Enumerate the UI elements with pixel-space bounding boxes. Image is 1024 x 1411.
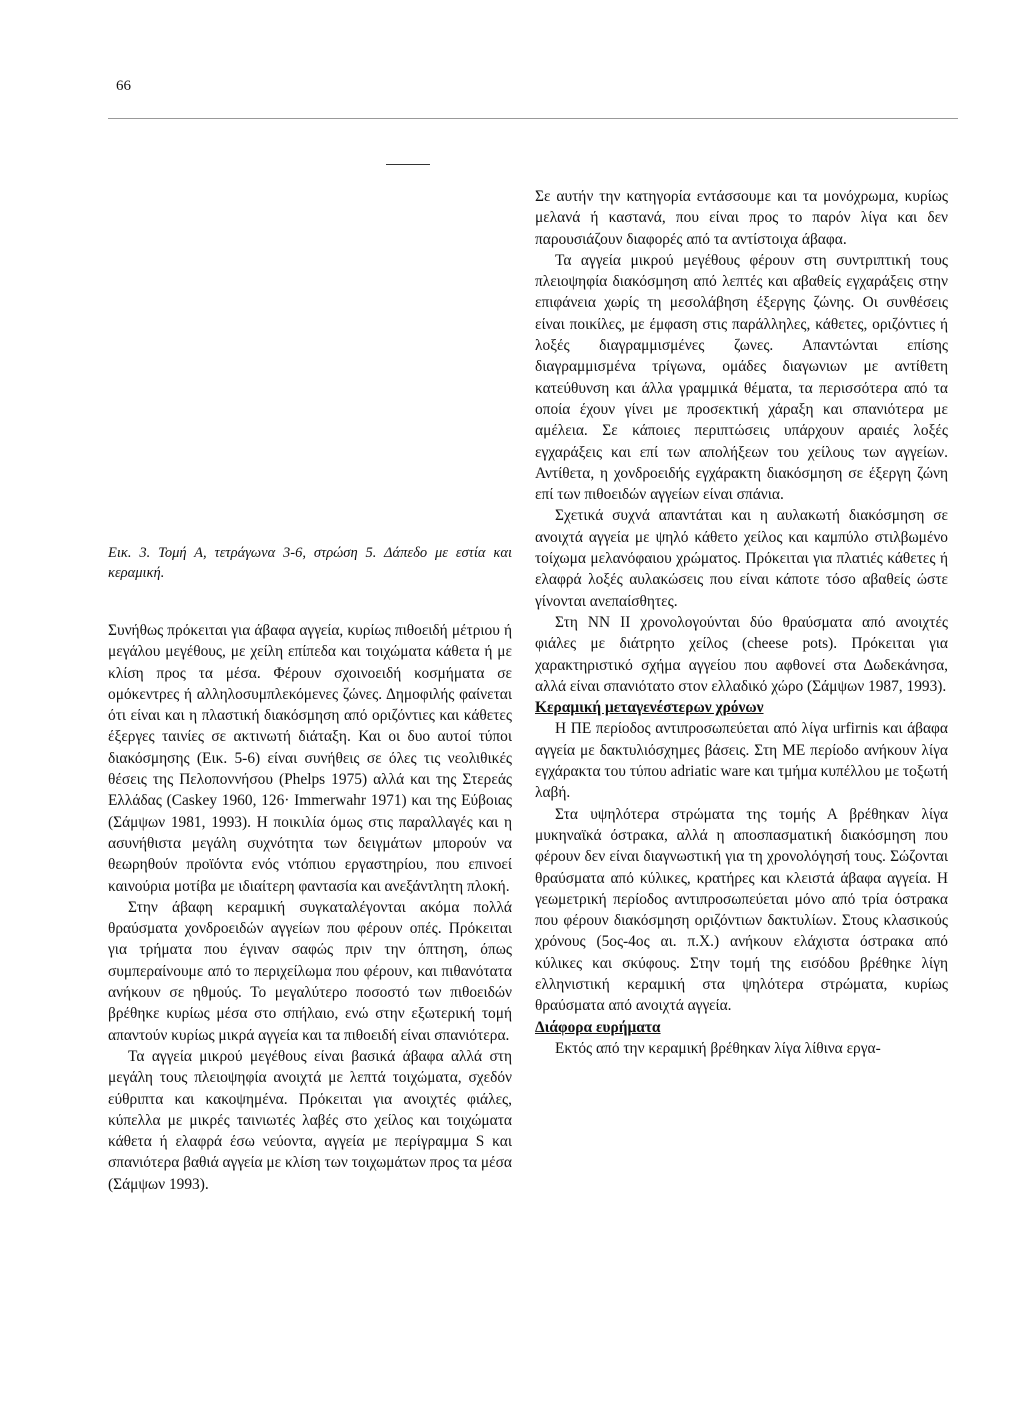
left-paragraph-1: Συνήθως πρόκειται για άβαφα αγγεία, κυρίως πιθοειδή μέτριου ή μεγάλου μεγέθους, με χείλη επίπεδα και τοιχώματα κάθετα ή με κλίση προς τα μέσα. Φέρουν σχοινοειδή κοσμήματα σε ομόκεντρες ή αλληλοσυμπλεκόμενες ζώνες. Δημοφιλής φαίνεται ότι είναι και η πλαστική διακόσμηση από οριζόντιες και κάθετες έξεργες ταινίες σε ακτινωτή διάταξη. Και οι δυο αυτοί τύποι διακόσμησης (Εικ. 5-6) είναι συνήθεις σε όλες τις νεολιθικές θέσεις της Πελοποννήσου (Phelps 1975) αλλά και της Στερεάς Ελλάδας (Caskey 1960, 126· Immerwahr 1971) και της Εύβοιας (Σάμψων 1981, 1993). Η ποικιλία όμως στις παραλλαγές και η ασυνήθιστα μεγάλη συχνότητα των δειγμάτων μπορούν να θεωρηθούν προϊόντα ενός ντόπιου εργαστηρίου, που επινοεί καινούρια μοτίβα με ιδιαίτερη φαντασία και ανεξάντλητη πλοκή. <box>108 622 512 895</box>
figure-caption <box>108 543 512 583</box>
right-paragraph-5: Η ΠΕ περίοδος αντιπροσωπεύεται από λίγα urfirnis και άβαφα αγγεία με δακτυλιόσχημες βάσεις. Στη ΜΕ περίοδο ανήκουν λίγα εγχάρακτα του τύπου adriatic ware και τμήμα κυπέλλου με τοξωτή λαβή. <box>535 720 948 802</box>
left-paragraph-2: Στην άβαφη κεραμική συγκαταλέγονται ακόμα πολλά θραύσματα χονδροειδών αγγείων που φέρουν οπές. Πρόκειται για τρήματα που έγιναν σαφώς πριν την όπτηση, όπως συμπεραίνουμε από το περιχείλωμα που φέρουν, και πιθανότατα ανήκουν σε ηθμούς. Το μεγαλύτερο ποσοστό των πιθοειδών βρέθηκε κυρίως μέσα στο σπήλαιο, ενώ στην εξωτερική τομή απαντούν κυρίως μικρά αγγεία και τα πιθοειδή είναι σπανιότερα. <box>108 898 512 1044</box>
section-heading-various-finds: Διάφορα ευρήματα <box>535 1018 661 1036</box>
right-paragraph-7: Εκτός από την κεραμική βρέθηκαν λίγα λίθινα εργα- <box>555 1039 881 1057</box>
right-paragraph-4: Στη ΝΝ ΙΙ χρονολογούνται δύο θραύσματα από ανοιχτές φιάλες με διάτρητο χείλος (cheese pots). Πρόκειται για χαρακτηριστικό σχήμα αγγείου που αφθονεί στα Δωδεκάνησα, αλλά είναι σπανιότατο στον ελλαδικό χώρο (Σάμψων 1987, 1993). <box>535 613 948 695</box>
left-paragraph-3: Τα αγγεία μικρού μεγέθους είναι βασικά άβαφα αλλά στη μεγάλη τους πλειοψηφία ανοιχτά με λεπτά τοιχώματα, σχεδόν εύθριπτα και κακοψημένα. Πρόκειται για ανοιχτές φιάλες, κύπελλα με μικρές ταινιωτές λαβές στο χείλος και τοιχώματα κάθετα ή ελαφρά έσω νεύοντα, αγγεία με περίγραμμα S και σπανιότερα βαθιά αγγεία με κλίση των τοιχωμάτων προς τα μέσα (Σάμψων 1993). <box>108 1047 512 1193</box>
right-column <box>535 186 948 1059</box>
section-heading-later-pottery: Κεραμική μεταγενέστερων χρόνων <box>535 699 764 717</box>
right-paragraph-6: Στα υψηλότερα στρώματα της τομής Α βρέθηκαν λίγα μυκηναϊκά όστρακα, αλλά η αποσπασματική διακόσμηση που φέρουν δεν είναι διαγνωστική για τη χρονολόγησή τους. Σώζονται θραύσματα από κύλικες, κρατήρες και κλειστά άβαφα αγγεία. Η γεωμετρική περίοδος αντιπροσωπεύεται μόνο από τρία όστρακα που φέρουν διακόσμηση οριζόντιων δακτυλίων. Στους κλασικούς χρόνους (5ος-4ος αι. π.Χ.) ανήκουν ελάχιστα όστρακα από κύλικες και σκύφους. Στην τομή της εισόδου βρέθηκε λίγη ελληνιστική κεραμική στα ψηλότερα στρώματα, κυρίως θραύσματα από ανοιχτά αγγεία. <box>535 805 948 1015</box>
left-column <box>108 620 512 1195</box>
right-paragraph-1: Σε αυτήν την κατηγορία εντάσσουμε και τα μονόχρωμα, κυρίως μελανά ή καστανά, που είναι προς το παρόν λίγα και δεν παρουσιάζουν διαφορές από τα αντίστοιχα άβαφα. <box>535 188 948 248</box>
figure-rule <box>386 164 430 165</box>
figure-caption-text: Τομή Α, τετράγωνα 3-6, στρώση 5. Δάπεδο με εστία και κεραμική. <box>108 545 512 581</box>
right-paragraph-3: Σχετικά συχνά απαντάται και η αυλακωτή διακόσμηση σε ανοιχτά αγγεία με ψηλό κάθετο χείλος και καμπύλο στιλβωμένο τοίχωμα μελανόφαιου χρώματος. Πρόκειται για πλατιές κάθετες ή ελαφρά λοξές αυλακώσεις που είναι κάποτε τόσο αβαθείς ώστε γίνονται ανεπαίσθητες. <box>535 507 948 610</box>
right-paragraph-2: Τα αγγεία μικρού μεγέθους φέρουν στη συντριπτική τους πλειοψηφία διακόσμηση από λεπτές και αβαθείς εγχαράξεις στην επιφάνεια χωρίς τη μεσολάβηση έξεργης ζώνης. Οι συνθέσεις είναι ποικίλες, με έμφαση στις παράλληλες, κάθετες, οριζόντιες ή λοξές διαγραμμισμένες ζωνες. Απαντώνται επίσης διαγραμμισμένα τρίγωνα, ομάδες διαγωνιων με αντίθετη κατεύθυνση και άλλα γραμμικά θέματα, τα περισσότερα από τα οποία έχουν γίνει με προσεκτική χάραξη και σπανιότερα με αμέλεια. Σε κάποιες περιπτώσεις υπάρχουν αραιές λοξές εγχαράξεις και επί των απολήξεων του χείλους των αγγείων. Αντίθετα, η χονδροειδής εγχάρακτη διακόσμηση σε έξεργη ζώνη επί των πιθοειδών αγγείων είναι σπάνια. <box>535 251 948 504</box>
page-number: 66 <box>116 78 131 94</box>
header-rule <box>108 118 958 119</box>
figure-caption-label: Εικ. 3. <box>108 545 151 561</box>
